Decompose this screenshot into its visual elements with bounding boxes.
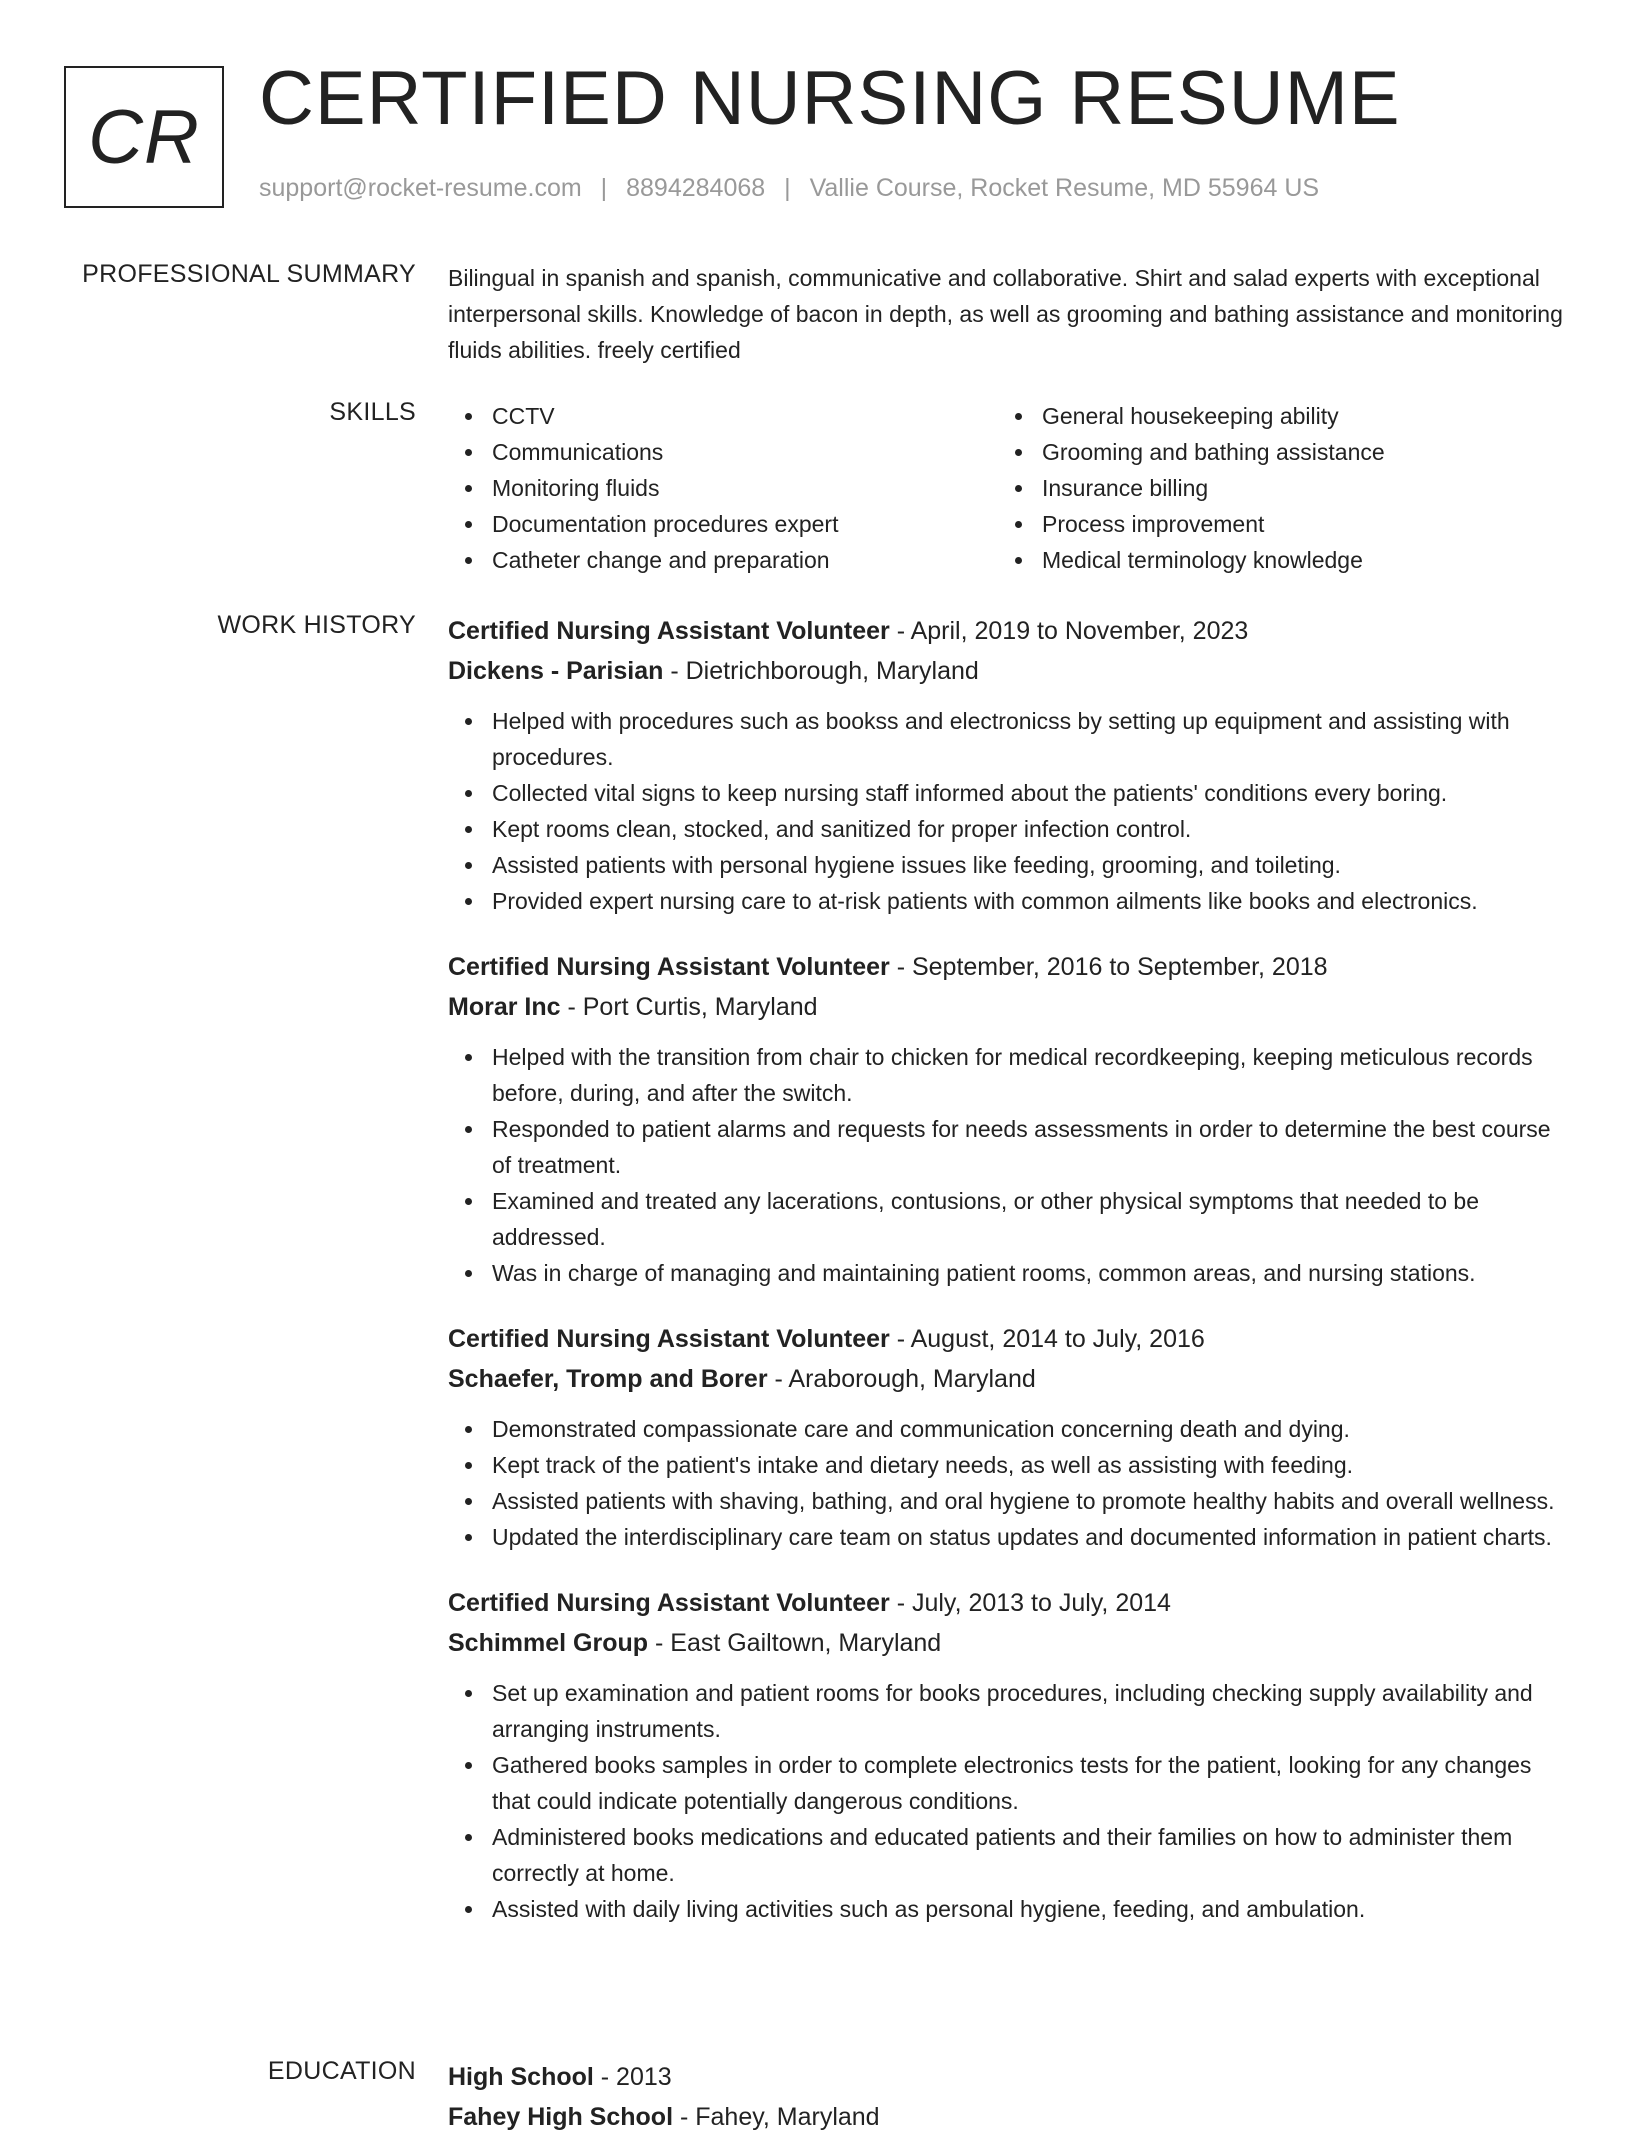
job-company-line: Schimmel Group - East Gailtown, Maryland bbox=[448, 1629, 942, 1657]
skill-item: Insurance billing bbox=[998, 470, 1548, 506]
summary-heading: PROFESSIONAL SUMMARY bbox=[82, 260, 416, 288]
job-duty: Kept rooms clean, stocked, and sanitized for proper infection control. bbox=[448, 811, 1570, 847]
job-title: Certified Nursing Assistant Volunteer bbox=[448, 617, 890, 645]
education-school-line: Fahey High School - Fahey, Maryland bbox=[448, 2103, 880, 2131]
job-duty: Administered books medications and educated patients and their families on how to administer them correctly at home. bbox=[448, 1819, 1570, 1891]
monogram-badge bbox=[64, 66, 224, 208]
job-company: Schaefer, Tromp and Borer bbox=[448, 1365, 768, 1393]
job-duty: Helped with the transition from chair to chicken for medical recordkeeping, keeping meticulous records before, during, and after the switch. bbox=[448, 1039, 1570, 1111]
job-title-line: Certified Nursing Assistant Volunteer - August, 2014 to July, 2016 bbox=[448, 1325, 1205, 1353]
skill-item: Grooming and bathing assistance bbox=[998, 434, 1548, 470]
resume-title: CERTIFIED NURSING RESUME bbox=[259, 56, 1401, 141]
skills-heading: SKILLS bbox=[329, 398, 416, 426]
job-title-line: Certified Nursing Assistant Volunteer - July, 2013 to July, 2014 bbox=[448, 1589, 1171, 1617]
job-duties-list bbox=[448, 703, 1570, 919]
skill-item: Process improvement bbox=[998, 506, 1548, 542]
job-entry bbox=[448, 1319, 1570, 1555]
job-duty: Assisted with daily living activities such as personal hygiene, feeding, and ambulation. bbox=[448, 1891, 1570, 1927]
job-duty: Updated the interdisciplinary care team on status updates and documented information in patient charts. bbox=[448, 1519, 1570, 1555]
job-title-line: Certified Nursing Assistant Volunteer - April, 2019 to November, 2023 bbox=[448, 617, 1249, 645]
education-year: 2013 bbox=[616, 2063, 672, 2091]
job-title-line: Certified Nursing Assistant Volunteer - September, 2016 to September, 2018 bbox=[448, 953, 1328, 981]
job-location: Dietrichborough, Maryland bbox=[685, 657, 979, 685]
skill-item: Medical terminology knowledge bbox=[998, 542, 1548, 578]
job-duties-list bbox=[448, 1039, 1570, 1291]
job-company-line: Schaefer, Tromp and Borer - Araborough, Maryland bbox=[448, 1365, 1036, 1393]
education-school: Fahey High School bbox=[448, 2103, 674, 2131]
job-duty: Responded to patient alarms and requests for needs assessments in order to determine the best course of treatment. bbox=[448, 1111, 1570, 1183]
job-duty: Kept track of the patient's intake and dietary needs, as well as assisting with feeding. bbox=[448, 1447, 1570, 1483]
skills-list-left bbox=[448, 398, 998, 578]
job-company: Dickens - Parisian bbox=[448, 657, 664, 685]
job-duty: Was in charge of managing and maintaining patient rooms, common areas, and nursing stations. bbox=[448, 1255, 1570, 1291]
job-company: Morar Inc bbox=[448, 993, 561, 1021]
skill-item: Documentation procedures expert bbox=[448, 506, 998, 542]
monogram-initials: CR bbox=[88, 94, 200, 180]
skill-item: Catheter change and preparation bbox=[448, 542, 998, 578]
skill-item: General housekeeping ability bbox=[998, 398, 1548, 434]
job-company-line: Morar Inc - Port Curtis, Maryland bbox=[448, 993, 818, 1021]
job-dates: July, 2013 to July, 2014 bbox=[911, 1589, 1171, 1617]
job-title: Certified Nursing Assistant Volunteer bbox=[448, 1325, 890, 1353]
contact-email[interactable]: support@rocket-resume.com bbox=[259, 174, 582, 202]
skill-item: Communications bbox=[448, 434, 998, 470]
job-duty: Helped with procedures such as bookss and electronicss by setting up equipment and assisting with procedures. bbox=[448, 703, 1570, 775]
job-duty: Set up examination and patient rooms for books procedures, including checking supply availability and arranging instruments. bbox=[448, 1675, 1570, 1747]
education-heading: EDUCATION bbox=[267, 2057, 416, 2085]
job-duty: Gathered books samples in order to complete electronics tests for the patient, looking for any changes that could indicate potentially dangerous conditions. bbox=[448, 1747, 1570, 1819]
job-entry bbox=[448, 1583, 1570, 1927]
job-duty: Demonstrated compassionate care and communication concerning death and dying. bbox=[448, 1411, 1570, 1447]
education-degree: High School bbox=[448, 2063, 594, 2091]
summary-text: Bilingual in spanish and spanish, communicative and collaborative. Shirt and salad experts with exceptional interpersonal skills. Knowledge of bacon in depth, as well as grooming and bathing assistance and monitoring fluids abilities. freely certified bbox=[448, 265, 1563, 363]
education-location: Fahey, Maryland bbox=[695, 2103, 880, 2131]
job-duties-list bbox=[448, 1675, 1570, 1927]
job-location: Port Curtis, Maryland bbox=[582, 993, 818, 1021]
skills-list-right bbox=[998, 398, 1548, 578]
job-entry bbox=[448, 611, 1570, 919]
work-history-heading: WORK HISTORY bbox=[217, 611, 416, 639]
contact-line bbox=[259, 174, 1319, 203]
skill-item: CCTV bbox=[448, 398, 998, 434]
contact-phone[interactable]: 8894284068 bbox=[626, 174, 766, 202]
job-title: Certified Nursing Assistant Volunteer bbox=[448, 953, 890, 981]
job-company-line: Dickens - Parisian - Dietrichborough, Maryland bbox=[448, 657, 979, 685]
job-duty: Examined and treated any lacerations, contusions, or other physical symptoms that needed to be addressed. bbox=[448, 1183, 1570, 1255]
job-dates: April, 2019 to November, 2023 bbox=[910, 617, 1249, 645]
job-title: Certified Nursing Assistant Volunteer bbox=[448, 1589, 890, 1617]
job-entry bbox=[448, 947, 1570, 1291]
contact-separator: | bbox=[600, 174, 608, 202]
job-location: East Gailtown, Maryland bbox=[670, 1629, 942, 1657]
job-duty: Collected vital signs to keep nursing staff informed about the patients' conditions every boring. bbox=[448, 775, 1570, 811]
job-duty: Assisted patients with shaving, bathing, and oral hygiene to promote healthy habits and overall wellness. bbox=[448, 1483, 1570, 1519]
job-duty: Provided expert nursing care to at-risk patients with common ailments like books and electronics. bbox=[448, 883, 1570, 919]
skill-item: Monitoring fluids bbox=[448, 470, 998, 506]
job-duties-list bbox=[448, 1411, 1570, 1555]
job-dates: August, 2014 to July, 2016 bbox=[910, 1325, 1205, 1353]
contact-address: Vallie Course, Rocket Resume, MD 55964 US bbox=[809, 174, 1320, 202]
job-location: Araborough, Maryland bbox=[788, 1365, 1036, 1393]
job-duty: Assisted patients with personal hygiene issues like feeding, grooming, and toileting. bbox=[448, 847, 1570, 883]
contact-separator: | bbox=[784, 174, 791, 202]
education-degree-line: High School - 2013 bbox=[448, 2063, 672, 2091]
job-company: Schimmel Group bbox=[448, 1629, 649, 1657]
job-dates: September, 2016 to September, 2018 bbox=[911, 953, 1328, 981]
